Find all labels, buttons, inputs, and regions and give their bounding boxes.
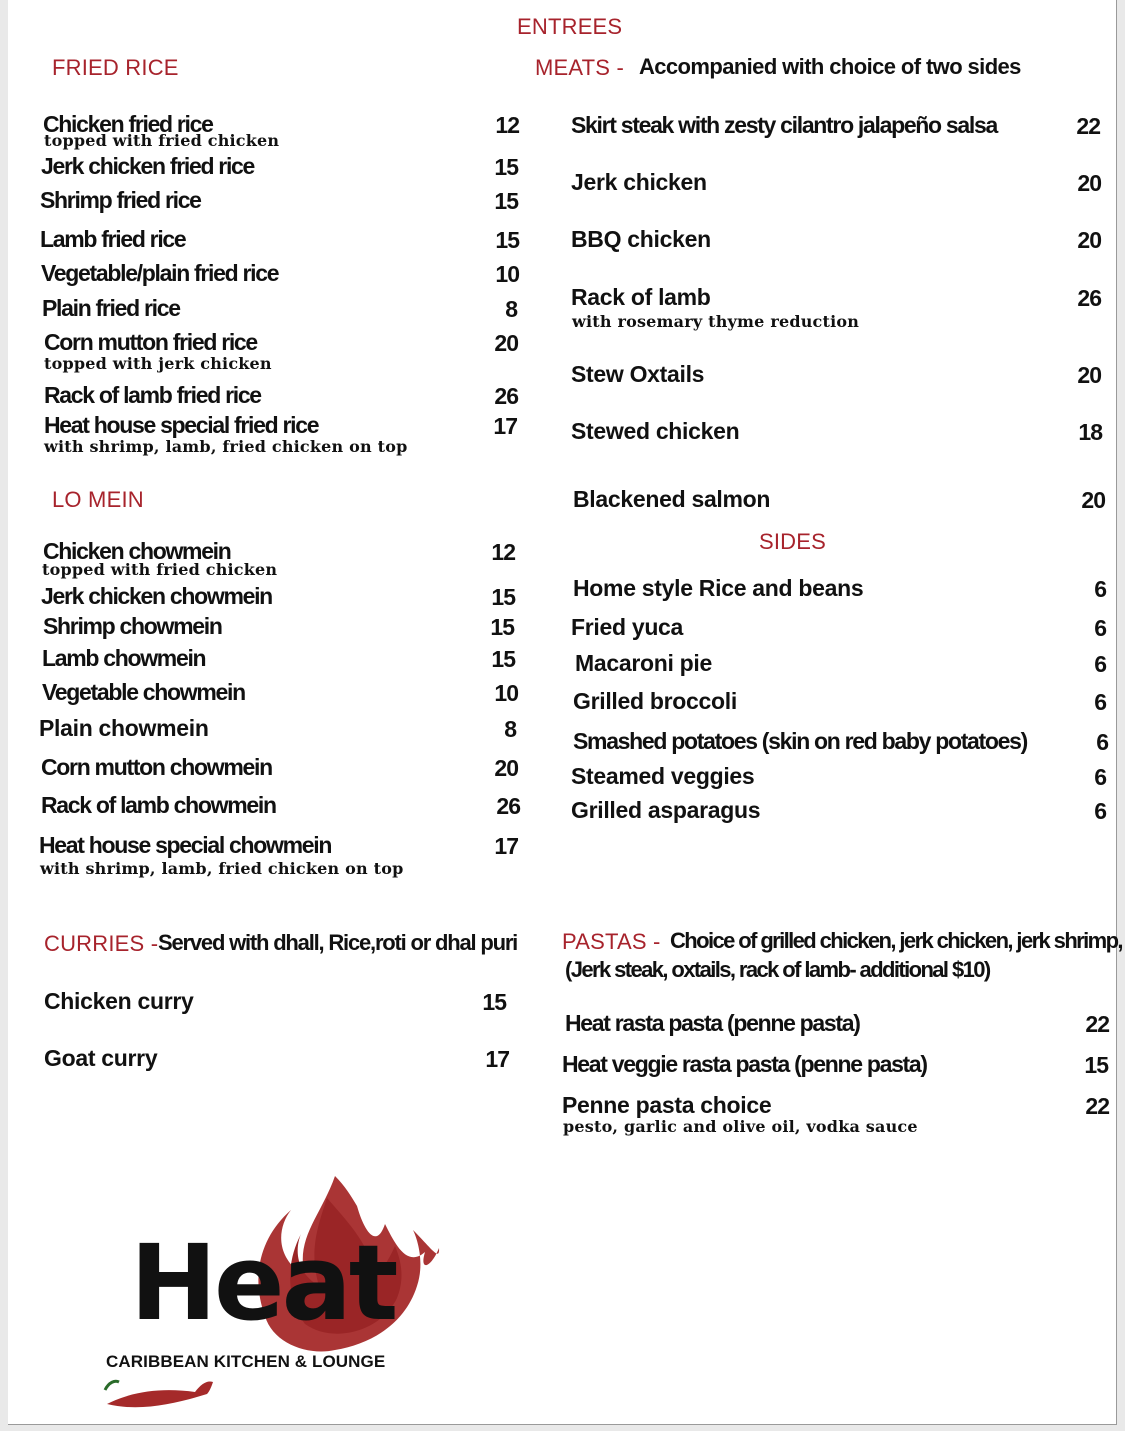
menu-item-name: Heat veggie rasta pasta (penne pasta) [562, 1051, 927, 1077]
menu-item-price: 20 [1077, 362, 1101, 388]
brand-name: Heat [130, 1222, 396, 1344]
menu-item-name: Blackened salmon [573, 486, 771, 512]
menu-item-price: 6 [1094, 764, 1106, 790]
menu-item-name: Stew Oxtails [571, 361, 705, 387]
menu-item-price: 8 [504, 716, 516, 742]
menu-item-price: 6 [1096, 729, 1108, 755]
menu-item-price: 15 [495, 227, 519, 253]
menu-item-price: 22 [1085, 1093, 1109, 1119]
pastas-description: (Jerk steak, oxtails, rack of lamb- additional $10) [565, 957, 990, 982]
menu-item-description: with rosemary thyme reduction [572, 312, 860, 331]
menu-item-name: BBQ chicken [571, 226, 711, 252]
menu-item-price: 15 [491, 584, 515, 610]
menu-item-price: 26 [496, 793, 520, 819]
menu-item-price: 8 [505, 296, 517, 322]
menu-item-price: 20 [494, 330, 518, 356]
page-title: ENTREES [517, 14, 623, 39]
menu-item-name: Corn mutton fried rice [44, 329, 257, 355]
menu-item-name: Jerk chicken fried rice [41, 153, 255, 179]
menu-item-description: topped with jerk chicken [44, 354, 272, 373]
menu-item-name: Plain fried rice [42, 295, 180, 321]
menu-item-name: Plain chowmein [39, 715, 209, 741]
menu-item-price: 15 [494, 188, 518, 214]
menu-item-description: with shrimp, lamb, fried chicken on top [40, 859, 404, 878]
menu-item-name: Smashed potatoes (skin on red baby potatoes) [573, 728, 1028, 754]
pastas-description: Choice of grilled chicken, jerk chicken, jerk shrimp, [670, 928, 1122, 953]
menu-item-price: 15 [482, 989, 506, 1015]
menu-item-name: Stewed chicken [571, 418, 740, 444]
menu-item-name: Grilled asparagus [571, 797, 761, 823]
menu-item-name: Skirt steak with zesty cilantro jalapeño salsa [571, 112, 997, 138]
menu-item-name: Shrimp chowmein [43, 613, 222, 639]
menu-item-price: 15 [490, 614, 514, 640]
menu-item-name: Penne pasta choice [562, 1092, 772, 1118]
menu-item-name: Rack of lamb fried rice [44, 382, 261, 408]
menu-item-price: 20 [1081, 487, 1105, 513]
menu-item-name: Heat house special fried rice [44, 412, 319, 438]
meats-heading: MEATS - [535, 55, 624, 80]
menu-item-name: Jerk chicken [571, 169, 707, 195]
menu-item-name: Heat house special chowmein [39, 832, 332, 858]
menu-item-price: 17 [485, 1046, 509, 1072]
menu-item-price: 22 [1085, 1011, 1109, 1037]
curries-description: Served with dhall, Rice,roti or dhal puri [158, 930, 518, 955]
menu-item-description: topped with fried chicken [42, 560, 278, 579]
lo-mein-heading: LO MEIN [52, 487, 144, 512]
menu-item-name: Lamb fried rice [40, 226, 186, 252]
brand-tagline: CARIBBEAN KITCHEN & LOUNGE [106, 1352, 386, 1371]
menu-item-name: Steamed veggies [571, 763, 755, 789]
menu-item-price: 15 [494, 154, 518, 180]
menu-item-description: topped with fried chicken [44, 131, 280, 150]
menu-item-price: 17 [493, 413, 517, 439]
menu-item-name: Lamb chowmein [42, 645, 206, 671]
menu-item-price: 12 [495, 112, 519, 138]
menu-item-name: Rack of lamb [571, 284, 711, 310]
menu-item-price: 20 [1077, 170, 1101, 196]
meats-description: Accompanied with choice of two sides [639, 54, 1021, 79]
menu-item-price: 20 [494, 755, 518, 781]
menu-item-price: 6 [1094, 615, 1106, 641]
menu-item-price: 17 [494, 833, 518, 859]
menu-item-name: Chicken chowmein [43, 538, 231, 564]
pastas-heading: PASTAS - [562, 929, 661, 954]
menu-item-description: pesto, garlic and olive oil, vodka sauce [563, 1117, 918, 1136]
menu-item-price: 10 [495, 261, 519, 287]
curries-heading: CURRIES - [44, 931, 159, 956]
menu-item-name: Vegetable/plain fried rice [41, 260, 279, 286]
menu-item-name: Chicken curry [44, 988, 194, 1014]
menu-item-price: 10 [494, 680, 518, 706]
menu-item-name: Vegetable chowmein [42, 679, 245, 705]
menu-item-price: 15 [491, 646, 515, 672]
menu-item-price: 6 [1094, 651, 1106, 677]
menu-item-price: 6 [1094, 576, 1106, 602]
menu-item-name: Macaroni pie [575, 650, 712, 676]
menu-item-price: 22 [1076, 113, 1100, 139]
sides-heading: SIDES [759, 529, 827, 554]
menu-item-name: Fried yuca [571, 614, 684, 640]
menu-item-price: 20 [1077, 227, 1101, 253]
menu-item-name: Home style Rice and beans [573, 575, 864, 601]
menu-item-name: Goat curry [44, 1045, 158, 1071]
menu-item-price: 6 [1094, 798, 1106, 824]
menu-item-price: 26 [1077, 285, 1101, 311]
menu-item-name: Heat rasta pasta (penne pasta) [565, 1010, 860, 1036]
menu-item-name: Chicken fried rice [43, 111, 213, 137]
menu-item-name: Rack of lamb chowmein [41, 792, 276, 818]
menu-item-price: 26 [494, 383, 518, 409]
menu-item-name: Corn mutton chowmein [41, 754, 272, 780]
menu-item-name: Jerk chicken chowmein [41, 583, 272, 609]
menu-item-price: 6 [1094, 689, 1106, 715]
menu-item-price: 18 [1078, 419, 1102, 445]
menu-item-description: with shrimp, lamb, fried chicken on top [44, 437, 408, 456]
menu-item-name: Grilled broccoli [573, 688, 737, 714]
menu-item-price: 15 [1084, 1052, 1108, 1078]
menu-item-price: 12 [491, 539, 515, 565]
fried-rice-heading: FRIED RICE [52, 55, 179, 80]
menu-item-name: Shrimp fried rice [40, 187, 201, 213]
